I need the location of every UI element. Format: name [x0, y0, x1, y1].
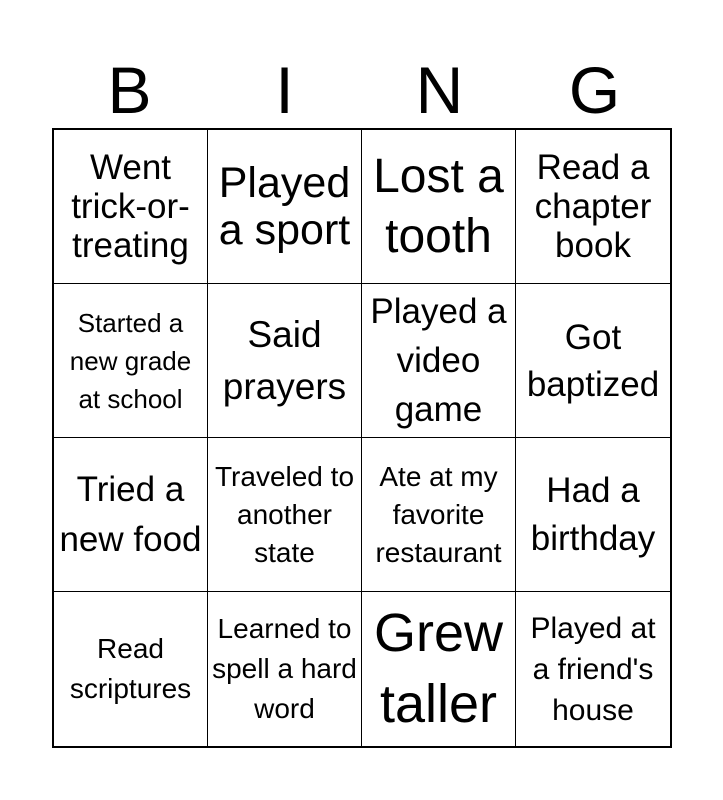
square-label: Lost a tooth [373, 149, 504, 263]
bingo-square[interactable] [54, 284, 208, 438]
header-letter-i: I [275, 53, 294, 127]
square-label: Went trick-or-treating [71, 148, 190, 265]
square-label: Said prayers [222, 313, 347, 407]
square-label: Played at a friend's house [530, 611, 656, 727]
header-letter-g: G [568, 53, 621, 127]
bingo-square[interactable] [54, 592, 208, 746]
bingo-square[interactable] [54, 130, 208, 284]
square-label: Grew taller [373, 603, 503, 734]
square-label: Read scriptures [69, 633, 192, 704]
bingo-header [52, 52, 672, 128]
bingo-square[interactable] [362, 592, 516, 746]
square-label: Read a chapter book [534, 148, 652, 265]
square-label: Had a birthday [530, 470, 656, 558]
bingo-square[interactable] [208, 284, 362, 438]
square-label: Got baptized [526, 317, 660, 404]
square-label: Played a sport [218, 158, 351, 254]
bingo-square[interactable] [362, 284, 516, 438]
square-label: Tried a new food [59, 469, 202, 559]
bingo-square[interactable] [208, 130, 362, 284]
header-letter-b: B [107, 53, 152, 127]
square-label: Ate at my favorite restaurant [375, 460, 502, 568]
bingo-square[interactable] [516, 592, 670, 746]
square-label: Started a new grade at school [69, 307, 192, 414]
square-label: Played a video game [370, 292, 507, 429]
bingo-square[interactable] [208, 592, 362, 746]
square-label: Learned to spell a hard word [212, 613, 357, 724]
bingo-square[interactable] [54, 438, 208, 592]
bingo-square[interactable] [208, 438, 362, 592]
bingo-square[interactable] [362, 130, 516, 284]
header-letter-n: N [415, 53, 464, 127]
bingo-square[interactable] [362, 438, 516, 592]
bingo-square[interactable] [516, 438, 670, 592]
bingo-square[interactable] [516, 284, 670, 438]
square-label: Traveled to another state [214, 460, 355, 568]
bingo-grid [52, 128, 672, 748]
bingo-square[interactable] [516, 130, 670, 284]
